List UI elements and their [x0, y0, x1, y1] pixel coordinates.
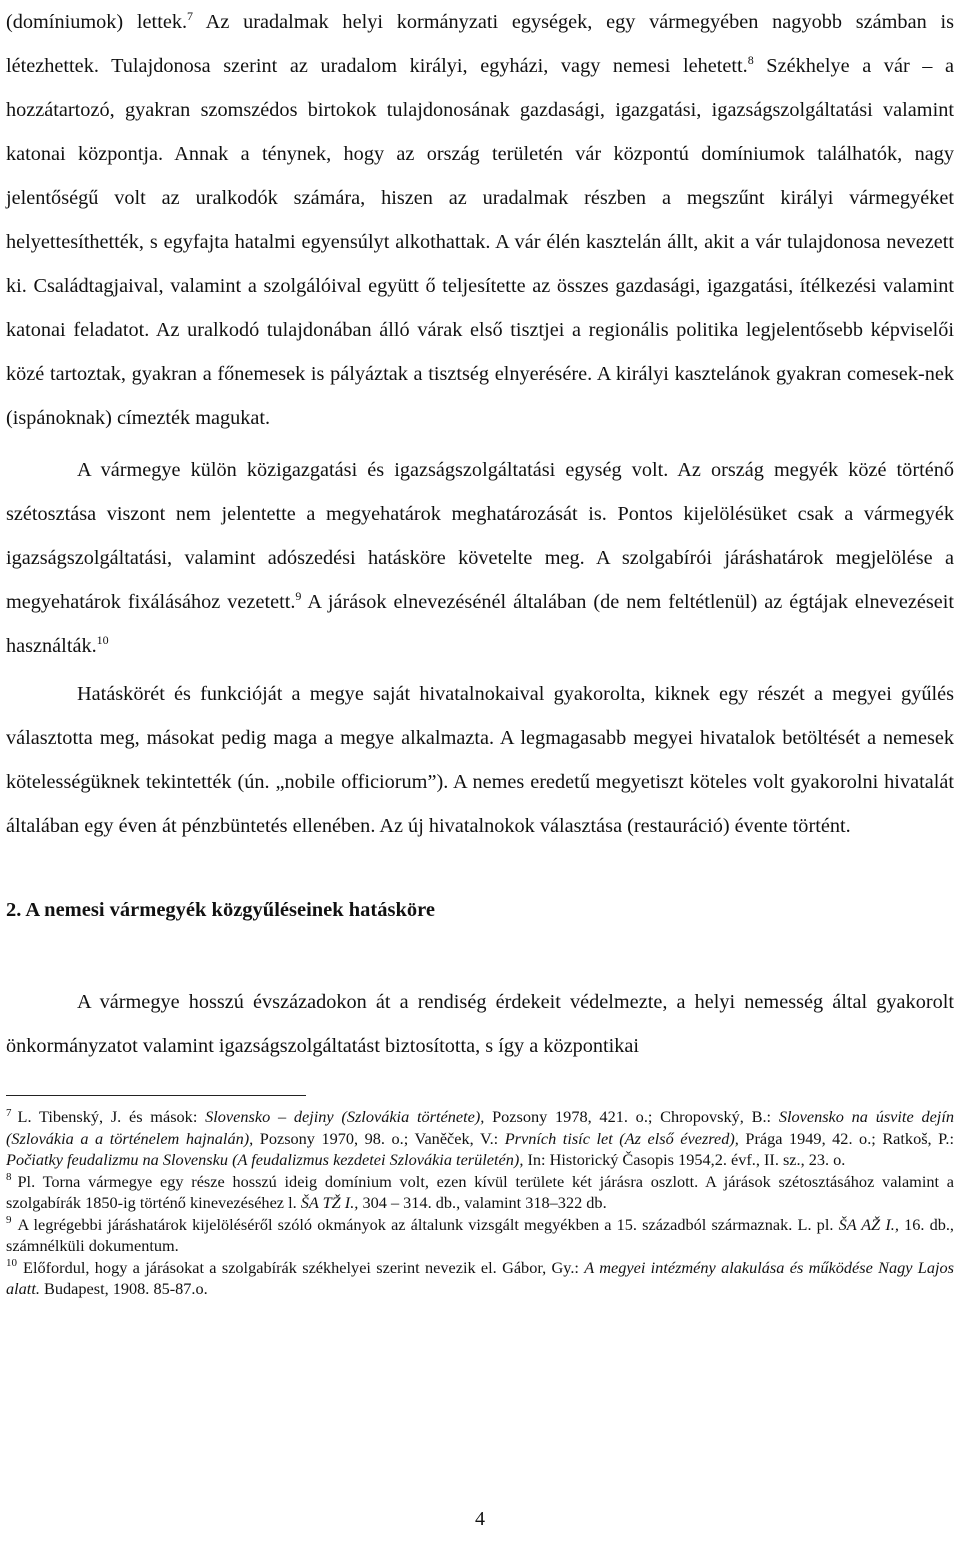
document-page — [6, 0, 954, 1300]
footnote-9-text-b: 16. db., számnélküli dokumentum. — [6, 1214, 954, 1255]
footnote-10 — [6, 1257, 954, 1300]
footnote-7-text-b: Pozsony 1978, 421. o.; Chropovský, B.: — [484, 1107, 779, 1126]
page-number: 4 — [475, 1508, 485, 1530]
footnote-7-title-3: Prvních tisíc let (Az első évezred), — [504, 1128, 739, 1148]
footnote-9-source: ŠA AŽ I., — [838, 1214, 899, 1234]
footnote-9-number: 9 — [6, 1214, 12, 1227]
footnote-7 — [6, 1106, 954, 1171]
footnote-7-title-2: Slovensko na úsvite dejín (Szlovákia a a történelem hajnalán), — [6, 1107, 954, 1148]
footnote-8 — [6, 1171, 954, 1214]
footnote-9 — [6, 1214, 954, 1257]
footnote-ref-10[interactable]: 10 — [96, 633, 109, 648]
footnote-10-title: A megyei intézmény alakulása és működése Nagy Lajos alatt. — [6, 1257, 955, 1298]
footnote-8-text-a: Pl. Torna vármegye egy része hosszú ideig domínium volt, ezen kívül területe két járásra oszlott. A járások szétosztásához valamint a szolgabírák 1850-ig történő kinevezéséhez l. — [6, 1171, 954, 1212]
footnote-10-number: 10 — [6, 1257, 17, 1270]
footnote-7-number: 7 — [6, 1106, 12, 1119]
footnote-7-text-e: In: Historický Časopis 1954,2. évf., II. sz., 23. o. — [523, 1150, 846, 1169]
footnote-9-text-a: A legrégebbi járáshatárok kijelöléséről szóló okmányok az általunk vizsgált megyékben a 15. századból származnak. L. pl. — [17, 1214, 839, 1234]
paragraph-2-text-b: A járások elnevezésénél általában (de nem feltétlenül) az égtájak elnevezéseit használták. — [6, 591, 954, 657]
footnote-ref-7[interactable]: 7 — [187, 9, 194, 24]
footnote-8-number: 8 — [6, 1171, 12, 1184]
paragraph-2 — [6, 448, 954, 668]
footnote-7-text-d: Prága 1949, 42. o.; Ratkoš, P.: — [738, 1128, 954, 1148]
paragraph-1-text-a: (domíniumok) lettek. — [6, 11, 188, 33]
paragraph-3-text: Hatáskörét és funkcióját a megye saját hivatalnokaival gyakorolta, kiknek egy részét a megyei gyűlés választotta meg, másokat pedig maga a megye alkalmazta. A legmagasabb megyei hivatalok betöltését a nemesek kötelességüknek tekintették (ún. „nobile officiorum”). A nemes eredetű megyetiszt köteles volt gyakorolni hivatalát általában egy éven át pénzbüntetés ellenében. Az új hivatalnokok választása (restauráció) évente történt. — [6, 683, 954, 837]
footnote-7-title-4: Počiatky feudalizmu na Slovensku (A feudalizmus kezdetei Szlovákia területén), — [6, 1150, 524, 1169]
footnote-ref-8[interactable]: 8 — [747, 53, 754, 68]
footnote-10-text-a: Előfordul, hogy a járásokat a szolgabírák székhelyei szerint nevezik el. Gábor, Gy.: — [23, 1257, 585, 1277]
section-heading: 2. A nemesi vármegyék közgyűléseinek hatásköre — [6, 899, 435, 921]
paragraph-1-text-b: Az uradalmak helyi kormányzati egységek, egy vármegyében nagyobb számban is létezhettek. Tulajdonosa szerint az uradalom királyi, egyházi, vagy nemesi lehetett. — [6, 11, 954, 77]
footnote-7-title-1: Slovensko – dejiny (Szlovákia története), — [205, 1107, 485, 1126]
paragraph-4 — [6, 980, 954, 1068]
footnote-10-text-b: Budapest, 1908. 85-87.o. — [39, 1279, 208, 1298]
footnote-7-text-c: Pozsony 1970, 98. o.; Vaněček, V.: — [253, 1128, 505, 1148]
footnote-divider — [6, 1095, 306, 1096]
paragraph-3 — [6, 672, 954, 848]
paragraph-1-text-c: Székhelye a vár – a hozzátartozó, gyakran szomszédos birtokok tulajdonosának gazdasági, igazgatási, igazságszolgáltatási valamint katonai központja. Annak a ténynek, hogy az ország területén vár központú domíniumok találhatók, nagy jelentőségű volt az uralkodók számára, hiszen az uradalmak részben a megszűnt királyi vármegyéket helyettesíthették, s egyfajta hatalmi egyensúlyt alkothattak. A vár élén kasztelán állt, akit a vár tulajdonosa nevezett ki. Családtagjaival, valamint a szolgálóival együtt ő teljesítette az összes gazdasági, igazgatási, ítélkezési valamint katonai feladatot. Az uralkodó tulajdonában álló várak első tisztjei a regionális politika legjelentősebb képviselői közé tartoztak, gyakran a főnemesek is pályáztak a tisztség elnyerésére. A királyi kasztelánok gyakran comesek-nek (ispánoknak) címezték magukat. — [6, 55, 954, 429]
footnote-7-text-a: L. Tibenský, J. és mások: — [17, 1107, 206, 1126]
paragraph-1 — [6, 0, 954, 440]
footnote-ref-9[interactable]: 9 — [295, 589, 302, 604]
footnote-8-source: ŠA TŽ I., — [300, 1193, 359, 1212]
paragraph-2-text-a: A vármegye külön közigazgatási és igazságszolgáltatási egység volt. Az ország megyék közé történő szétosztása viszont nem jelentette a megyehatárok meghatározását is. Pontos kijelölésüket csak a vármegyék igazságszolgáltatási, valamint adószedési hatásköre követelte meg. A szolgabírói járáshatárok megjelölése a megyehatárok fixálásához vezetett. — [6, 459, 954, 613]
paragraph-4-text: A vármegye hosszú évszázadokon át a rendiség érdekeit védelmezte, a helyi nemesség által gyakorolt önkormányzatot valamint igazságszolgáltatást biztosította, s így a központikai — [6, 991, 954, 1057]
footnotes — [6, 1106, 954, 1300]
footnote-8-text-b: 304 – 314. db., valamint 318–322 db. — [358, 1193, 607, 1212]
